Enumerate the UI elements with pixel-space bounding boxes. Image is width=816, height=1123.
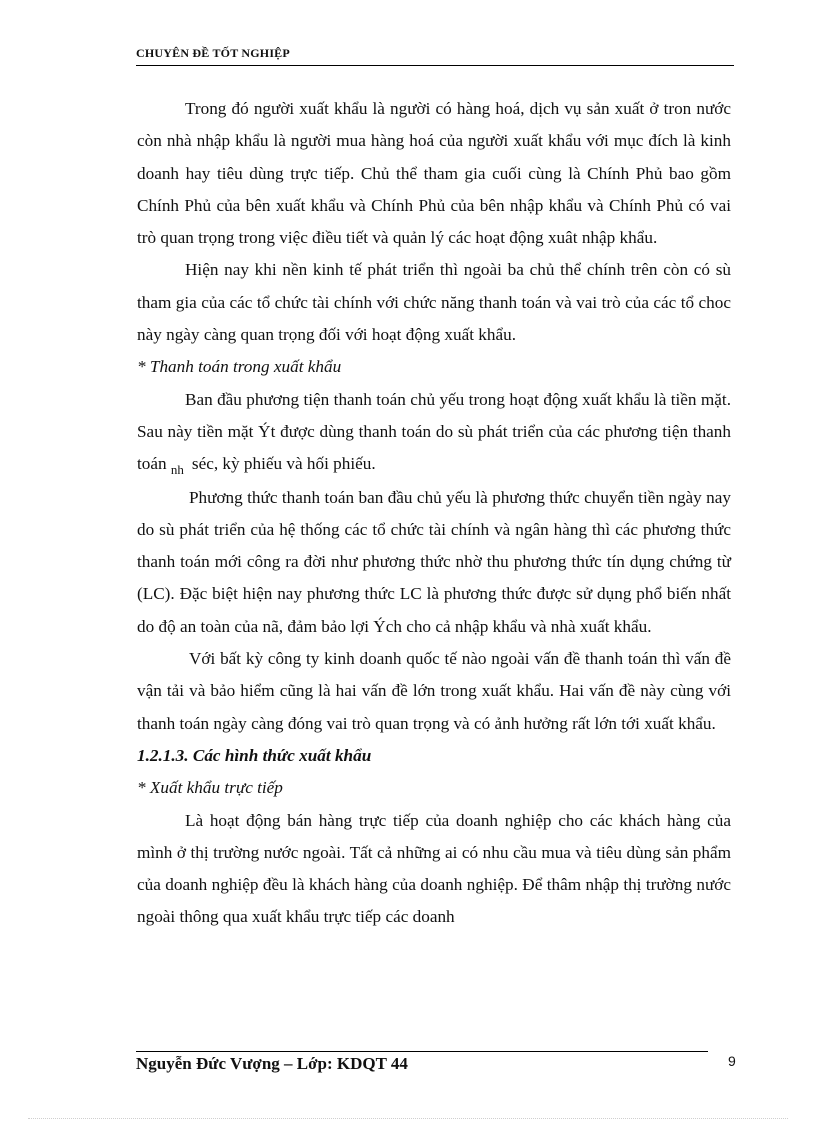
footer-author: Nguyễn Đức Vượng – Lớp: KDQT 44 [136, 1054, 408, 1073]
paragraph-4: Phương thức thanh toán ban đầu chủ yếu là phương thức chuyển tiền ngày nay do sù phát triển của hệ thống các tổ chức tài chính và ngân hàng thì các phương thức thanh toán mới công ra đời như phương thức nhờ thu phương thức tín dụng chứng từ (LC). Đặc biệt hiện nay phương thức LC là phương thức được sử dụng phổ biến nhất do độ an toàn của nã, đảm bảo lợi Ých cho cả nhập khẩu và nhà xuất khẩu. [137, 487, 731, 636]
footer-divider [136, 1051, 708, 1052]
paragraph-3-subscript: nh [170, 462, 184, 478]
paragraph-5: Với bất kỳ công ty kinh doanh quốc tế nào ngoài vấn đề thanh toán thì vấn đề vận tải và bảo hiểm cũng là hai vấn đề lớn trong xuất khẩu. Hai vấn đề này cùng với thanh toán ngày càng đóng vai trò quan trọng và có ảnh hưởng rất lớn tới xuất khẩu. [137, 649, 731, 733]
page-number: 9 [728, 1053, 736, 1069]
paragraph-1: Trong đó người xuất khẩu là người có hàng hoá, dịch vụ sản xuất ở tron nước còn nhà nhập khẩu là người mua hàng hoá của người xuất khẩu với mục đích là kinh doanh hay tiêu dùng trực tiếp. Chủ thể tham gia cuối cùng là Chính Phủ bao gồm Chính Phủ của bên xuất khẩu và Chính Phủ của bên nhập khẩu và Chính Phủ có vai trò quan trọng trong việc điều tiết và quản lý các hoạt động xuât nhập khẩu. [137, 99, 731, 248]
running-header: CHUYÊN ĐỀ TỐT NGHIỆP [136, 46, 290, 60]
header-divider [136, 65, 734, 66]
paragraph-6: Là hoạt động bán hàng trực tiếp của doanh nghiệp cho các khách hàng của mình ở thị trường nước ngoài. Tất cả những ai có nhu cầu mua và tiêu dùng sản phẩm của doanh nghiệp đều là khách hàng của doanh nghiệp. Để thâm nhập thị trường nước ngoài thông qua xuất khẩu trực tiếp các doanh [137, 810, 731, 927]
paragraph-2: Hiện nay khi nền kinh tế phát triển thì ngoài ba chủ thể chính trên còn có sù tham gia của các tổ chức tài chính với chức năng thanh toán và vai trò của các tổ choc này ngày càng quan trọng đối với hoạt động xuất khẩu. [137, 260, 731, 345]
subheading-payment: * Thanh toán trong xuất khẩu [137, 357, 342, 377]
page-bottom-border [28, 1118, 788, 1119]
paragraph-3-text-b: séc, kỳ phiếu và hối phiếu. [191, 454, 376, 474]
paragraph-3 [137, 384, 731, 482]
section-heading: 1.2.1.3. Các hình thức xuất khẩu [137, 745, 372, 765]
paragraph-3-text-a: Ban đầu phương tiện thanh toán chủ yếu trong hoạt động xuất khẩu là tiền mặt. Sau này tiền mặt Ýt được dùng thanh toán do sù phát triển của các phương tiện thanh toán [137, 389, 731, 474]
document-body [137, 93, 731, 934]
subheading-direct-export: * Xuất khẩu trực tiếp [137, 778, 283, 798]
